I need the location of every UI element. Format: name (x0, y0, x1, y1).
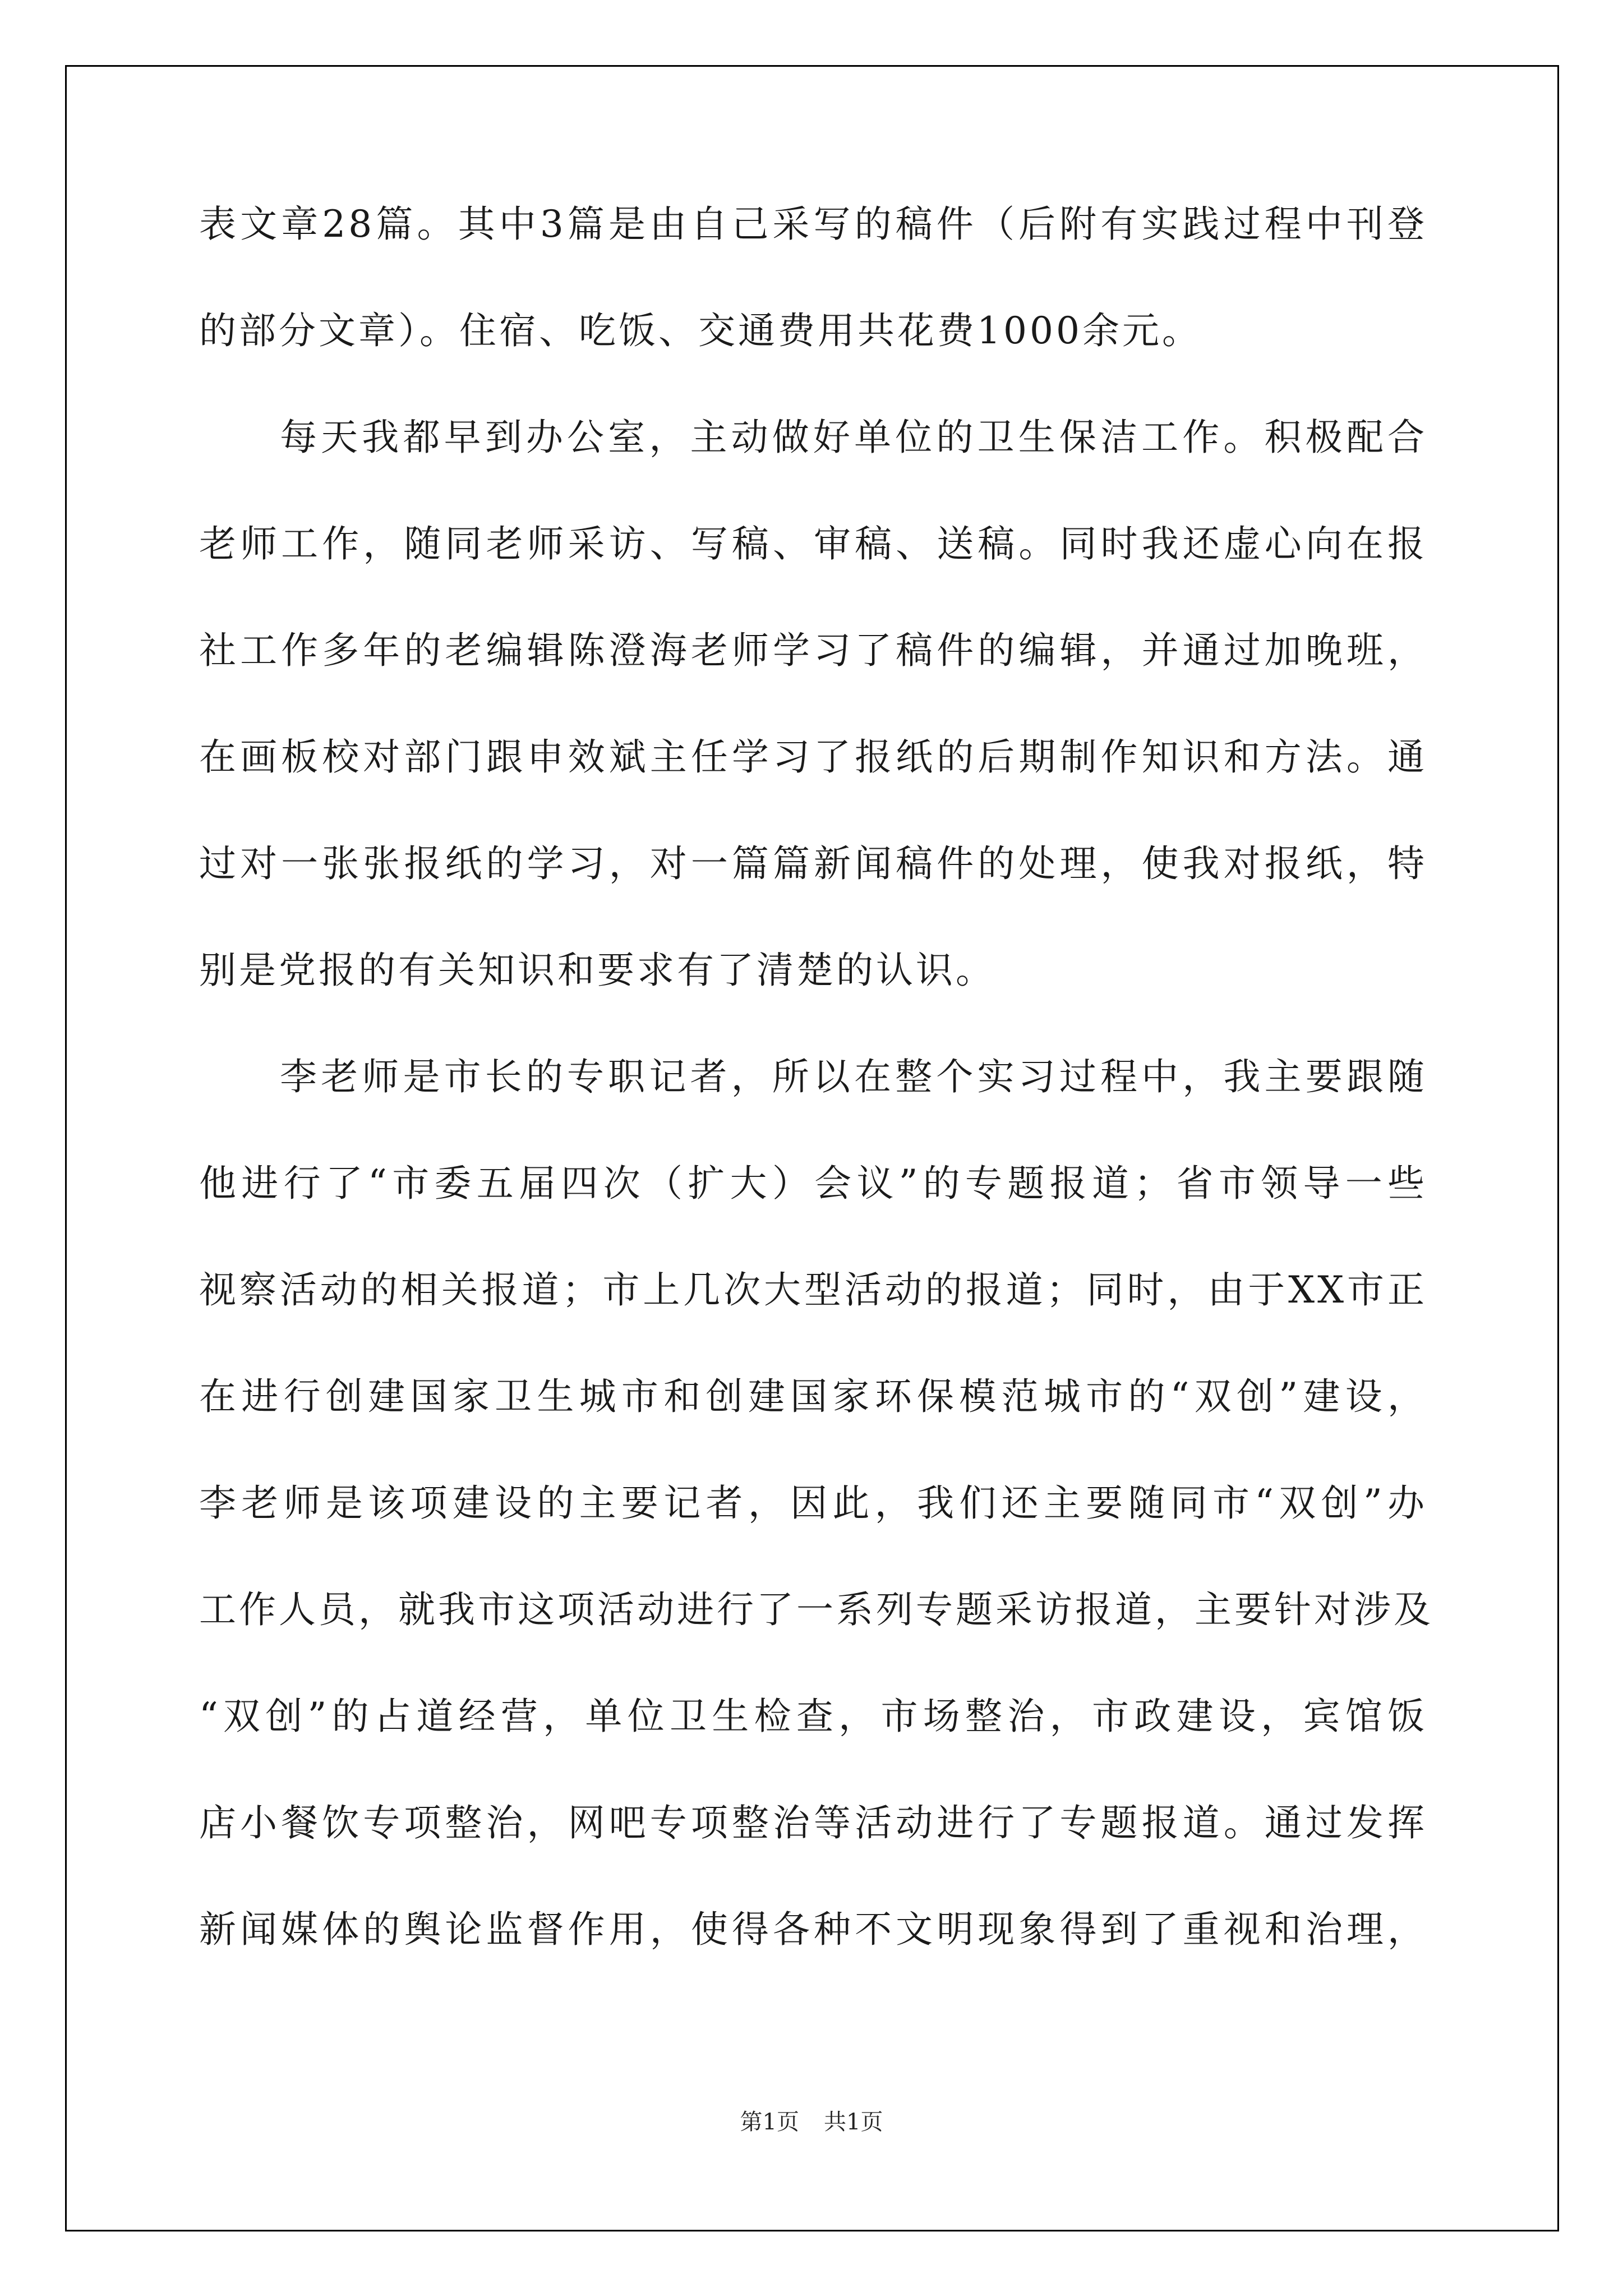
body-line: 工作人员，就我市这项活动进行了一系列专题采访报道，主要针对涉及 (199, 1588, 1433, 1631)
body-line: 过对一张张报纸的学习，对一篇篇新闻稿件的处理，使我对报纸，特 (199, 842, 1427, 885)
page-total: 共1页 (824, 2109, 883, 2135)
body-line: 李老师是市长的专职记者，所以在整个实习过程中，我主要跟随 (280, 1055, 1427, 1098)
page-number: 第1页 (740, 2109, 799, 2135)
body-line: 每天我都早到办公室，主动做好单位的卫生保洁工作。积极配合 (280, 416, 1427, 459)
page-footer (0, 2108, 1623, 2136)
body-line: 李老师是该项建设的主要记者，因此，我们还主要随同市“双创”办 (199, 1481, 1427, 1525)
body-line: 店小餐饮专项整治，网吧专项整治等活动进行了专题报道。通过发挥 (199, 1801, 1427, 1844)
body-line: 新闻媒体的舆论监督作用，使得各种不文明现象得到了重视和治理， (199, 1908, 1427, 1951)
document-body (199, 197, 1433, 2009)
body-line: 老师工作，随同老师采访、写稿、审稿、送稿。同时我还虚心向在报 (199, 522, 1427, 565)
body-line: 在画板校对部门跟申效斌主任学习了报纸的后期制作知识和方法。通 (199, 735, 1427, 779)
body-line: 他进行了“市委五届四次（扩大）会议”的专题报道；省市领导一些 (199, 1162, 1427, 1205)
body-line: 的部分文章）。住宿、吃饭、交通费用共花费1000余元。 (199, 309, 1202, 352)
body-line: “双创”的占道经营，单位卫生检查，市场整治，市政建设，宾馆饭 (199, 1695, 1427, 1738)
body-line: 在进行创建国家卫生城市和创建国家环保模范城市的“双创”建设， (199, 1375, 1427, 1418)
body-line: 表文章28篇。其中3篇是由自己采写的稿件（后附有实践过程中刊登 (199, 203, 1427, 246)
body-line: 别是党报的有关知识和要求有了清楚的认识。 (199, 949, 995, 992)
body-line: 视察活动的相关报道；市上几次大型活动的报道；同时，由于XX市正 (199, 1268, 1427, 1312)
body-line: 社工作多年的老编辑陈澄海老师学习了稿件的编辑，并通过加晚班， (199, 629, 1427, 672)
